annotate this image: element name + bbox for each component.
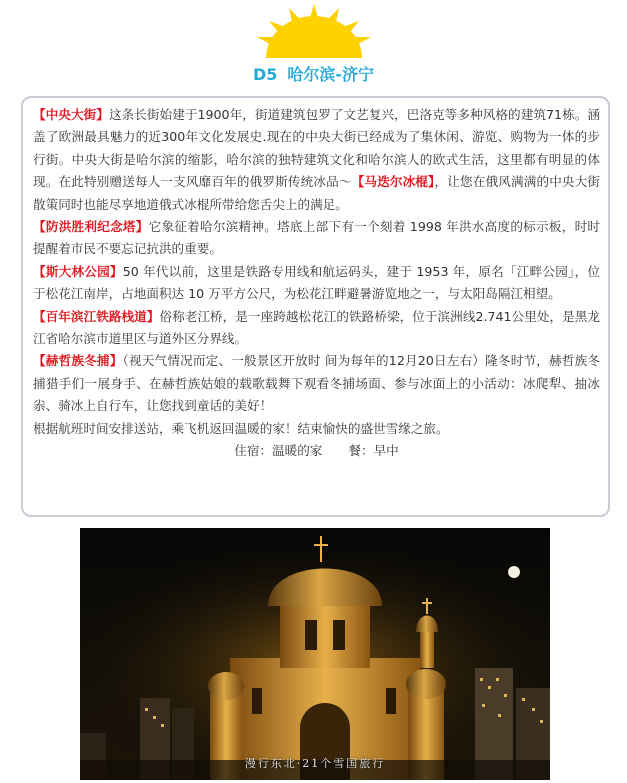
itinerary-card — [21, 96, 610, 517]
cathedral-night-photo — [80, 528, 550, 780]
central-street-text-2: ，让您在俄风满满的中央大街散策同时也能尽享地道俄式冰棍所带给您舌尖上的满足。 — [33, 174, 601, 212]
railway-bridge-paragraph — [33, 306, 600, 351]
flood-tower-tag: 【防洪胜利纪念塔】 — [33, 219, 149, 235]
lodging-info: 住宿：温暖的家 — [234, 443, 323, 459]
railway-bridge-tag: 【百年滨江铁路栈道】 — [33, 308, 160, 324]
stalin-park-tag: 【斯大林公园】 — [33, 263, 123, 279]
route-name: 哈尔滨-济宁 — [287, 65, 375, 84]
lodging-meals-line — [33, 440, 600, 462]
central-street-tag: 【中央大街】 — [33, 107, 109, 122]
cathedral-illustration — [80, 528, 550, 780]
photo-caption: 漫行东北·21个雪国旅行 — [244, 757, 386, 770]
madieer-popsicle-tag: 【马迭尔冰棍】 — [351, 174, 435, 190]
stalin-park-paragraph — [33, 261, 600, 306]
stalin-park-text: 50 年代以前，这里是铁路专用线和航运码头，建于 1953 年，原名「江畔公园」，位于松花江南岸，占地面积达 10 万平方公尺，为松花江畔避暑游览地之一，与太阳岛隔江相望。 — [33, 263, 600, 302]
day-number: D5 — [252, 65, 278, 84]
closing-paragraph: 根据航班时间安排送站，乘飞机返回温暖的家！结束愉快的盛世雪缘之旅。 — [33, 420, 449, 436]
meals-info: 餐：早中 — [348, 443, 399, 459]
flood-tower-paragraph — [33, 216, 600, 261]
flood-tower-text: 它象征着哈尔滨精神。塔底上部下有一个刻着 1998 年洪水高度的标示板，时时提醒着市民不要忘记抗洪的重要。 — [33, 219, 601, 257]
railway-bridge-text: 俗称老江桥，是一座跨越松花江的铁路桥梁，位于滨洲线2.741公里处，是黑龙江省哈尔滨市道里区与道外区分界线。 — [33, 308, 600, 347]
central-street-text: 这条长街始建于1900年，街道建筑包罗了文艺复兴，巴洛克等多种风格的建筑71栋。涵盖了欧洲最具魅力的近300年文化发展史.现在的中央大街已经成为了集休闲、游览、购物为一体的步行街。中央大街是哈尔滨的缩影，哈尔滨的独特建筑文化和哈尔滨人的欧式生活，这里都有明显的体现。在此特别赠送每人一支风靡百年的俄罗斯传统冰品～ — [33, 107, 601, 190]
sun-icon — [248, 2, 380, 64]
day-title — [0, 62, 627, 85]
hezhe-fishing-tag: 【赫哲族冬捕】 — [33, 353, 123, 369]
hezhe-fishing-paragraph — [33, 350, 600, 417]
moon — [508, 566, 520, 578]
central-street-paragraph — [33, 104, 600, 216]
itinerary-text — [33, 104, 600, 463]
hezhe-fishing-text: （视天气情况而定、一般景区开放时 间为每年的12月20日左右）隆冬时节，赫哲族冬捕猎手们一展身手、在赫哲族姑娘的载歌载舞下观看冬捕场面、参与冰面上的小活动：冰爬犁、抽冰尜、骑冰上自行车，让您找到童话的美好！ — [33, 353, 600, 414]
